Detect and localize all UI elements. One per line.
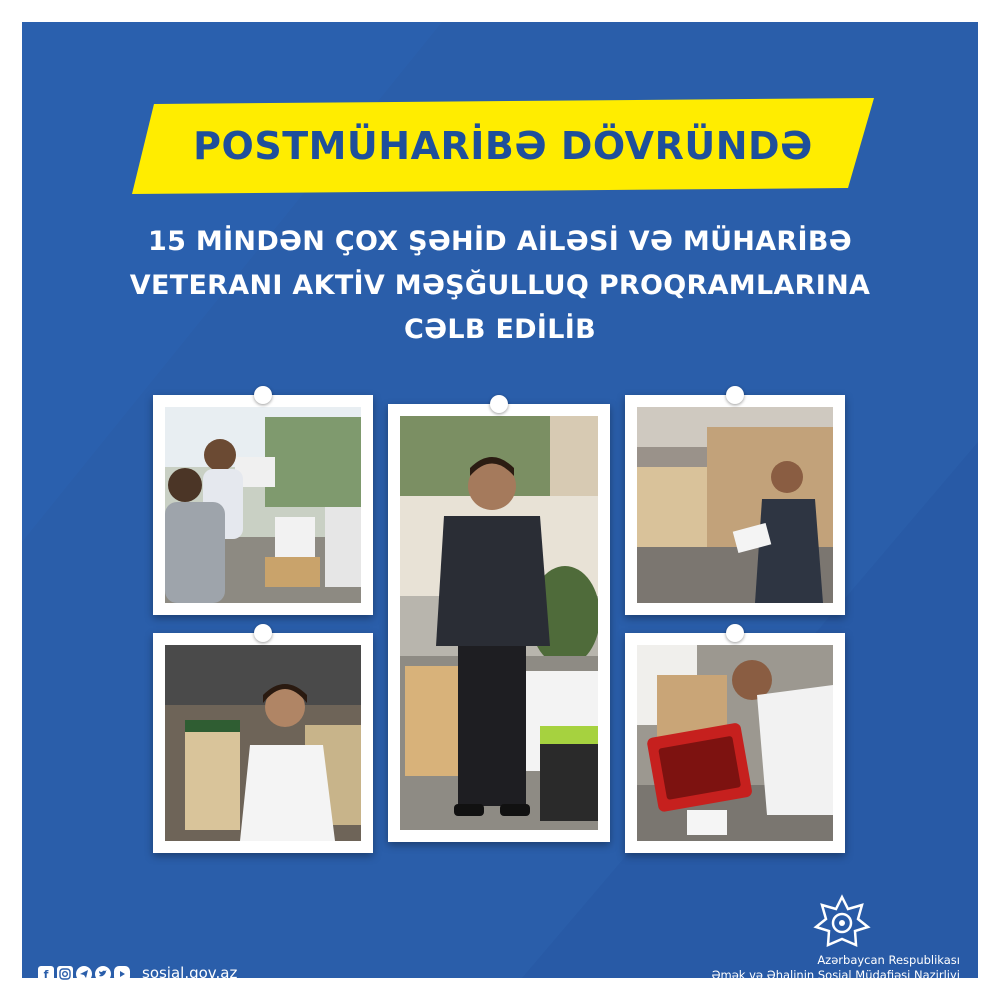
pin-icon (254, 624, 272, 642)
pin-icon (254, 386, 272, 404)
subtitle-line-1: 15 MİNDƏN ÇOX ŞƏHİD AİLƏSİ VƏ MÜHARİBƏ (148, 226, 852, 257)
subtitle (60, 220, 940, 352)
title-banner (132, 98, 874, 194)
pin-icon (490, 395, 508, 413)
subtitle-line-2: VETERANI AKTİV MƏŞĞULLUQ PROQRAMLARINA (129, 270, 871, 301)
banner-title: POSTMÜHARİBƏ DÖVRÜNDƏ (193, 124, 813, 168)
pin-icon (726, 386, 744, 404)
pin-icon (726, 624, 744, 642)
facebook-icon[interactable]: f (38, 966, 54, 982)
telegram-icon[interactable] (76, 966, 92, 982)
instagram-icon[interactable] (57, 966, 73, 982)
website-link[interactable]: sosial.gov.az (142, 964, 238, 982)
twitter-icon[interactable] (95, 966, 111, 982)
ministry-name (711, 953, 960, 983)
photo-young-man-white-shirt (153, 633, 373, 853)
photo-man-standing-with-boxes (388, 404, 610, 842)
photo-man-opening-tool-case (625, 633, 845, 853)
ministry-line-2: Əmək və Əhalinin Sosial Müdafiəsi Nazirliyi (711, 968, 960, 982)
social-icons (38, 966, 130, 982)
ministry-logo-icon (812, 893, 872, 953)
subtitle-line-3: CƏLB EDİLİB (404, 314, 596, 345)
photo-man-in-truck-reading (625, 395, 845, 615)
photo-men-unpacking-boxes (153, 395, 373, 615)
ministry-line-1: Azərbaycan Respublikası (817, 953, 960, 967)
youtube-icon[interactable] (114, 966, 130, 982)
